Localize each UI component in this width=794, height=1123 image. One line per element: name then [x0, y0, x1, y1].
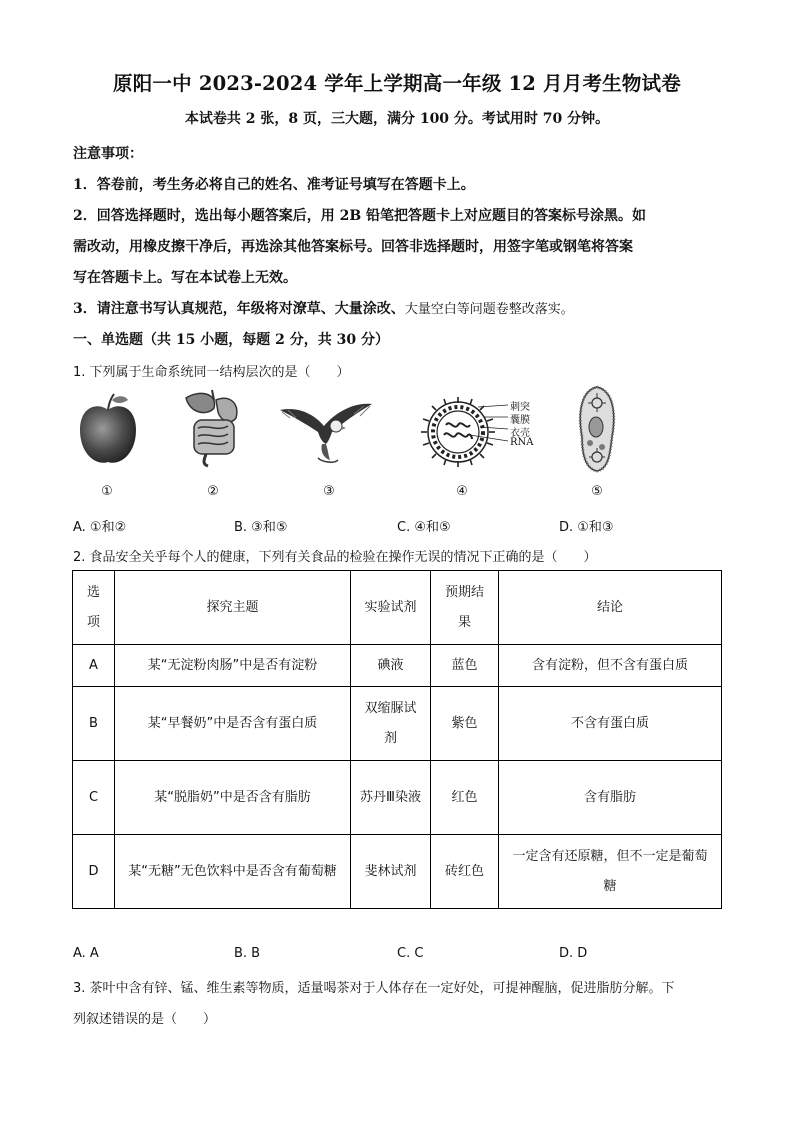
row-d-topic: 某“无糖”无色饮料中是否含有葡萄糖: [115, 835, 351, 909]
table-row: [73, 687, 722, 761]
row-b-conclusion: 不含有蛋白质: [499, 687, 722, 761]
note-item-2-line-2: 需改动，用橡皮擦干净后，再选涂其他答案标号。回答非选择题时，用签字笔或钢笔将答案: [73, 239, 633, 255]
row-a-conclusion: 含有淀粉，但不含有蛋白质: [499, 645, 722, 687]
header-option: 选项: [73, 571, 115, 645]
row-d-result: 砖红色: [431, 835, 499, 909]
q1-option-c: C. ④和⑤: [397, 520, 451, 535]
apple-image: [78, 388, 138, 468]
row-c-option: C: [73, 761, 115, 835]
q2-stem: 2. 食品安全关乎每个人的健康，下列有关食品的检验在操作无误的情况下正确的是（ ）: [73, 550, 597, 565]
table-row: [73, 761, 722, 835]
virus-label-envelope: 囊膜: [510, 415, 530, 426]
row-c-result: 红色: [431, 761, 499, 835]
table-row: [73, 835, 722, 909]
q2-table: [72, 570, 722, 909]
q1-stem: 1. 下列属于生命系统同一结构层次的是（ ）: [73, 365, 350, 380]
figure-label-4: ④: [456, 484, 468, 499]
figure-label-2: ②: [207, 484, 219, 499]
q2-option-d: D. D: [559, 946, 588, 961]
q3-stem-line-1: 3. 茶叶中含有锌、锰、维生素等物质，适量喝茶对于人体存在一定好处，可提神醒脑，促进脂肪分解。下: [73, 981, 675, 996]
virus-label-spike: 刺突: [510, 402, 530, 413]
figure-label-5: ⑤: [591, 484, 603, 499]
note-item-3: [73, 298, 574, 318]
row-c-topic: 某“脱脂奶”中是否含有脂肪: [115, 761, 351, 835]
row-d-option: D: [73, 835, 115, 909]
note-item-3-bold: 3．请注意书写认真规范，年级将对潦草、大量涂改、: [73, 301, 405, 317]
header-conclusion: 结论: [499, 571, 722, 645]
figure-label-1: ①: [101, 484, 113, 499]
section-1-heading: 一、单选题（共 15 小题，每题 2 分，共 30 分）: [73, 332, 389, 348]
table-row: [73, 645, 722, 687]
row-a-result: 蓝色: [431, 645, 499, 687]
note-item-2-line-1: 2．回答选择题时，选出每小题答案后，用 2B 铅笔把答题卡上对应题目的答案标号涂黑。如: [73, 208, 647, 224]
paramecium-image: [572, 385, 622, 473]
eagle-image: [278, 388, 373, 468]
row-d-conclusion: 一定含有还原糖，但不一定是葡萄糖: [499, 835, 722, 909]
row-d-reagent: 斐林试剂: [351, 835, 431, 909]
q2-option-c: C. C: [397, 946, 424, 961]
exam-subtitle: 本试卷共 2 张，8 页，三大题，满分 100 分。考试用时 70 分钟。: [184, 111, 610, 127]
row-c-reagent: 苏丹Ⅲ染液: [351, 761, 431, 835]
header-topic: 探究主题: [115, 571, 351, 645]
row-c-conclusion: 含有脂肪: [499, 761, 722, 835]
row-a-option: A: [73, 645, 115, 687]
q2-option-b: B. B: [234, 946, 261, 961]
note-item-1: 1．答卷前，考生务必将自己的姓名、准考证号填写在答题卡上。: [73, 177, 475, 193]
row-b-topic: 某“早餐奶”中是否含有蛋白质: [115, 687, 351, 761]
row-a-reagent: 碘液: [351, 645, 431, 687]
q1-option-a: A. ①和②: [73, 520, 127, 535]
note-item-3-normal: 大量空白等问题卷整改落实。: [404, 302, 574, 317]
q1-option-d: D. ①和③: [559, 520, 614, 535]
header-expected-result: 预期结果: [431, 571, 499, 645]
digestive-system-image: [178, 388, 248, 468]
q2-option-a: A. A: [73, 946, 99, 961]
row-b-reagent: 双缩脲试剂: [351, 687, 431, 761]
q3-stem-line-2: 列叙述错误的是（ ）: [73, 1012, 217, 1027]
exam-title: 原阳一中 2023-2024 学年上学期高一年级 12 月月考生物试卷: [113, 72, 681, 95]
note-item-2-line-3: 写在答题卡上。写在本试卷上无效。: [73, 270, 297, 286]
header-reagent: 实验试剂: [351, 571, 431, 645]
figure-label-3: ③: [323, 484, 335, 499]
notes-heading: 注意事项：: [73, 146, 143, 162]
row-b-option: B: [73, 687, 115, 761]
virus-label-capsid: 衣壳: [510, 428, 530, 439]
table-header-row: [73, 571, 722, 645]
row-a-topic: 某“无淀粉肉肠”中是否有淀粉: [115, 645, 351, 687]
virus-label-rna: RNA: [510, 437, 534, 448]
row-b-result: 紫色: [431, 687, 499, 761]
q1-option-b: B. ③和⑤: [234, 520, 288, 535]
